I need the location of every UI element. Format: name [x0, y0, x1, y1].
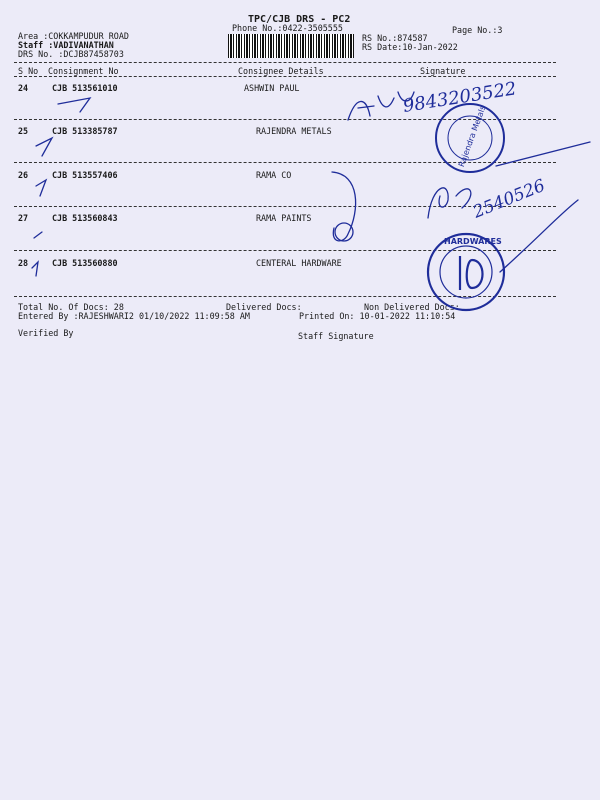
row-consignee: RAMA CO — [256, 170, 292, 180]
column-header-consignee: Consignee Details — [238, 66, 324, 76]
total-docs: Total No. Of Docs: 28 — [18, 302, 124, 312]
row-consignee: ASHWIN PAUL — [244, 83, 300, 93]
row-sno: 24 — [18, 83, 29, 93]
tick-mark-icon — [32, 262, 38, 276]
row-sno: 25 — [18, 126, 29, 136]
tick-mark-icon — [36, 138, 52, 156]
column-header-signature: Signature — [420, 66, 466, 76]
rs-date: RS Date:10-Jan-2022 — [362, 42, 458, 52]
row-sno: 26 — [18, 170, 29, 180]
barcode-image — [228, 34, 354, 58]
row-consignee: CENTERAL HARDWARE — [256, 258, 342, 268]
phone-number: Phone No.:0422-3505555 — [232, 23, 343, 33]
page-number: Page No.:3 — [452, 25, 503, 35]
header-rule-bottom — [14, 76, 556, 77]
column-header-sno: S No — [18, 66, 39, 76]
stamp-hardwares — [428, 234, 504, 310]
entered-by: Entered By :RAJESHWARI2 01/10/2022 11:09:58 AM — [18, 311, 250, 321]
tick-mark-icon — [36, 180, 46, 196]
row-consignment: CJB 513557406 — [52, 170, 118, 180]
row-divider — [14, 250, 556, 251]
staff-field: Staff :VADIVANATHAN — [18, 40, 114, 50]
area-field: Area :COKKAMPUDUR ROAD — [18, 31, 129, 41]
handwritten-phone: 9843203522 — [401, 78, 518, 117]
tick-mark-icon — [58, 98, 90, 112]
row-consignment: CJB 513385787 — [52, 126, 118, 136]
signature-scribble — [428, 188, 471, 218]
stamp-text: HARDWARES — [444, 237, 502, 246]
verified-by: Verified By — [18, 328, 74, 338]
circled-number-mark — [335, 223, 353, 241]
row-sno: 28 — [18, 258, 29, 268]
row-consignment: CJB 513560880 — [52, 258, 118, 268]
stamp-text: Rajendra Metals — [456, 104, 488, 169]
row-sno: 27 — [18, 213, 29, 223]
staff-signature-label: Staff Signature — [298, 331, 374, 341]
header-rule-top — [14, 62, 556, 63]
tick-mark-icon — [34, 232, 42, 238]
footer-rule — [14, 296, 556, 297]
printed-on: Printed On: 10-01-2022 11:10:54 — [299, 311, 456, 321]
document-title: TPC/CJB DRS - PC2 — [248, 14, 351, 25]
ink-stroke — [500, 200, 578, 272]
row-divider — [14, 206, 556, 207]
row-divider — [14, 162, 556, 163]
non-delivered-docs: Non Delivered Docs: — [364, 302, 460, 312]
signature-scribble — [348, 92, 414, 120]
drs-number: DRS No. :DCJB87458703 — [18, 49, 124, 59]
row-consignee: RAJENDRA METALS — [256, 126, 332, 136]
delivered-docs: Delivered Docs: — [226, 302, 302, 312]
handwritten-phone-2: 2540526 — [470, 175, 549, 223]
column-header-consignment: Consignment No — [48, 66, 119, 76]
row-divider — [14, 119, 556, 120]
row-consignee: RAMA PAINTS — [256, 213, 312, 223]
row-consignment: CJB 513561010 — [52, 83, 118, 93]
row-consignment: CJB 513560843 — [52, 213, 118, 223]
rs-number: RS No.:874587 — [362, 33, 428, 43]
